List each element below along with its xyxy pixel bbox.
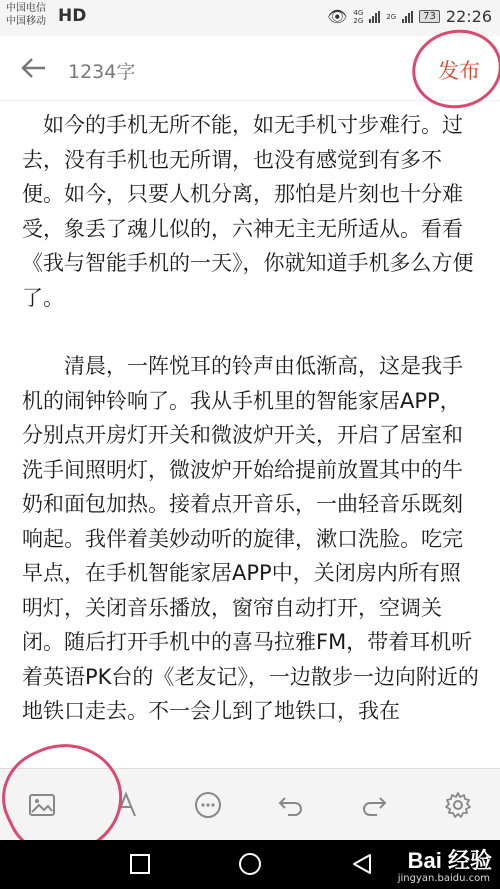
- editor-header: [0, 36, 500, 101]
- undo-icon: [276, 790, 306, 820]
- word-count-title: 1234字: [68, 61, 136, 83]
- more-icon: [193, 790, 223, 820]
- redo-icon: [359, 790, 389, 820]
- clock: 22:26: [445, 7, 492, 26]
- carrier-1: 中国电信: [6, 3, 46, 14]
- recent-apps-icon[interactable]: [128, 852, 152, 876]
- eye-comfort-icon: 👁: [327, 7, 348, 26]
- insert-image-button[interactable]: [24, 787, 60, 823]
- watermark-url: jingyan.baidu.com: [397, 873, 490, 884]
- home-icon[interactable]: [238, 852, 262, 876]
- editor-toolbar: [0, 768, 500, 841]
- system-nav-bar: [0, 840, 500, 889]
- settings-icon: [443, 790, 473, 820]
- paragraph: 如今的手机无所不能，如无手机寸步难行。过去，没有手机也无所谓，也没有感觉到有多不便。如今，只要人机分离，那怕是片刻也十分难受，象丢了魂儿似的，六神无主无所适从。看看《我与智能手机的一天》，你就知道手机多么方便了。: [22, 113, 474, 310]
- status-right: [327, 7, 492, 26]
- text-format-icon: [111, 790, 141, 820]
- carrier-info: [6, 2, 46, 28]
- text-format-button[interactable]: [108, 787, 144, 823]
- back-button[interactable]: [20, 54, 48, 82]
- hd-indicator: HD: [58, 6, 87, 26]
- network-indicator-2: 2G: [386, 12, 397, 21]
- back-nav-icon[interactable]: [350, 852, 374, 876]
- battery-indicator: 73: [419, 10, 440, 23]
- more-button[interactable]: [190, 787, 226, 823]
- image-icon: [27, 790, 57, 820]
- back-arrow-icon: [20, 54, 48, 82]
- publish-button[interactable]: 发布: [438, 59, 480, 83]
- undo-button[interactable]: [273, 787, 309, 823]
- signal-icon-2: [402, 11, 413, 23]
- watermark-logo: Bai 经验: [407, 848, 492, 873]
- network-indicator: 4G 2G: [353, 8, 364, 25]
- article-body[interactable]: [22, 108, 480, 729]
- redo-button[interactable]: [356, 787, 392, 823]
- paragraph: 清晨，一阵悦耳的铃声由低渐高，这是我手机的闹钟铃响了。我从手机里的智能家居APP，分别点开房灯开关和微波炉开关，开启了居室和洗手间照明灯，微波炉开始给提前放置其中的牛奶和面包加热。接着点开音乐，一曲轻音乐既刻响起。我伴着美妙动听的旋律，漱口洗脸。吃完早点，在手机智能家居APP中，关闭房内所有照明灯，关闭音乐播放，窗帘自动打开，空调关闭。随后打开手机中的喜马拉雅FM，带着耳机听着英语PK台的《老友记》，一边散步一边向附近的地铁口走去。不一会儿到了地铁口，我在: [22, 354, 479, 723]
- status-bar: [0, 0, 500, 36]
- settings-button[interactable]: [440, 787, 476, 823]
- carrier-2: 中国移动: [6, 16, 46, 27]
- signal-icon: [369, 11, 380, 23]
